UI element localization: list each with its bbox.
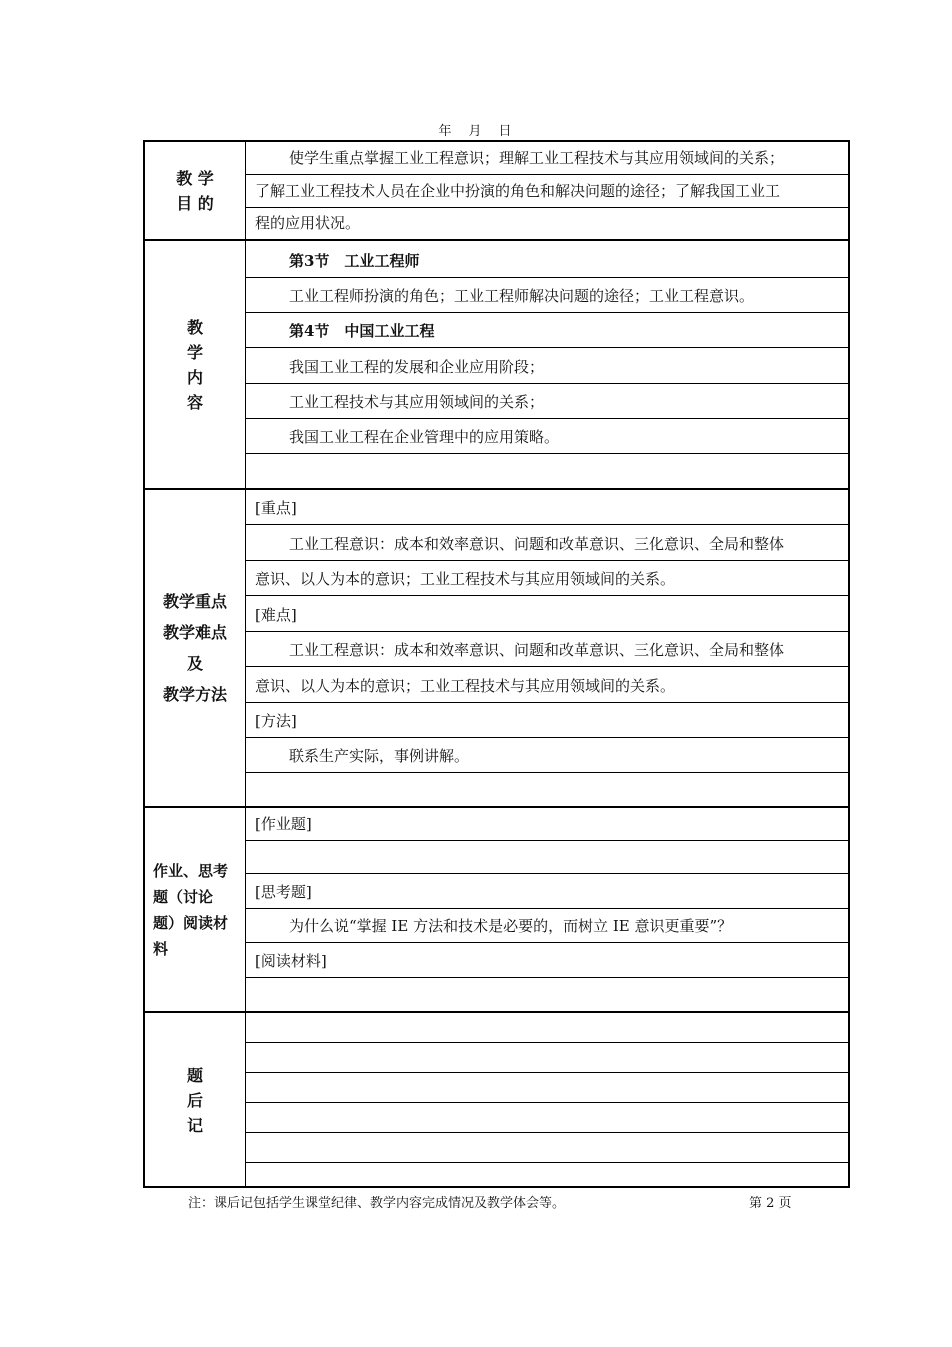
purpose-line: 程的应用状况。	[255, 214, 361, 232]
key-points-label-line: 教学难点	[162, 623, 227, 642]
content-line: 我国工业工程的发展和企业应用阶段；	[246, 348, 848, 384]
purpose-label-line2: 目 的	[176, 193, 214, 213]
section-purpose	[145, 142, 848, 239]
homework-tag: [作业题]	[246, 808, 848, 841]
postscript-blank-line	[246, 1013, 848, 1043]
reading-blank-line	[246, 978, 848, 1011]
key-points-label	[145, 490, 246, 806]
purpose-label	[145, 142, 246, 239]
postscript-blank-line	[246, 1043, 848, 1073]
date-line: 年 月 日	[438, 124, 514, 139]
method-line: 联系生产实际，事例讲解。	[246, 738, 848, 773]
lesson-plan-table	[143, 140, 850, 1188]
content-blank-line	[246, 454, 848, 488]
purpose-line: 使学生重点掌握工业工程意识；理解工业工程技术与其应用领域间的关系；	[246, 142, 848, 175]
content-label-char: 学	[186, 342, 203, 362]
reading-tag: [阅读材料]	[246, 943, 848, 978]
key-point-line: 意识、以人为本的意识；工业工程技术与其应用领域间的关系。	[246, 561, 848, 596]
key-point-tag: [重点]	[246, 490, 848, 525]
thinking-tag: [思考题]	[246, 874, 848, 909]
key-points-label-line: 及	[186, 654, 203, 673]
key-points-label-line: 教学方法	[162, 685, 227, 704]
difficult-point-line: 工业工程意识：成本和效率意识、问题和改革意识、三化意识、全局和整体	[246, 632, 848, 667]
content-label	[145, 241, 246, 488]
postscript-label-char: 题	[186, 1066, 203, 1085]
purpose-line: 了解工业工程技术人员在企业中扮演的角色和解决问题的途径；了解我国工业工	[246, 175, 848, 208]
content-line: 我国工业工程在企业管理中的应用策略。	[246, 419, 848, 454]
homework-label	[145, 808, 246, 1011]
section-content	[145, 239, 848, 488]
postscript-label	[145, 1013, 246, 1188]
content-line: 工业工程技术与其应用领域间的关系；	[246, 384, 848, 419]
key-points-blank-line	[246, 773, 848, 806]
difficult-point-tag: [难点]	[246, 596, 848, 632]
homework-label-line: 作业、思考	[153, 861, 229, 880]
section-postscript	[145, 1011, 848, 1188]
postscript-label-char: 记	[186, 1116, 203, 1135]
content-line: 工业工程师扮演的角色；工业工程师解决问题的途径；工业工程意识。	[246, 278, 848, 313]
content-section-heading: 第3节 工业工程师	[246, 241, 848, 278]
content-label-char: 内	[186, 367, 203, 387]
postscript-blank-line	[246, 1133, 848, 1163]
thinking-question: 为什么说“掌握 IE 方法和技术是必要的，而树立 IE 意识更重要”？	[246, 909, 848, 943]
difficult-point-line: 意识、以人为本的意识；工业工程技术与其应用领域间的关系。	[246, 667, 848, 703]
postscript-blank-line	[246, 1073, 848, 1103]
method-tag: [方法]	[246, 703, 848, 738]
section-homework	[145, 806, 848, 1011]
postscript-blank-line	[246, 1163, 848, 1190]
section-key-points	[145, 488, 848, 806]
homework-label-line: 题）阅读材	[153, 913, 229, 932]
content-label-char: 容	[186, 392, 203, 412]
purpose-label-line1: 教 学	[176, 168, 214, 188]
homework-label-line: 题（讨论	[153, 887, 214, 906]
homework-blank-line	[246, 841, 848, 874]
content-section-heading: 第4节 中国工业工程	[246, 313, 848, 348]
postscript-blank-line	[246, 1103, 848, 1133]
footnote: 注：课后记包括学生课堂纪律、教学内容完成情况及教学体会等。	[188, 1196, 566, 1211]
homework-label-line: 料	[153, 939, 169, 958]
key-points-label-line: 教学重点	[162, 592, 227, 611]
key-point-line: 工业工程意识：成本和效率意识、问题和改革意识、三化意识、全局和整体	[246, 525, 848, 561]
postscript-label-char: 后	[186, 1091, 203, 1110]
page-number: 第 2 页	[749, 1196, 792, 1211]
content-label-char: 教	[186, 317, 203, 337]
